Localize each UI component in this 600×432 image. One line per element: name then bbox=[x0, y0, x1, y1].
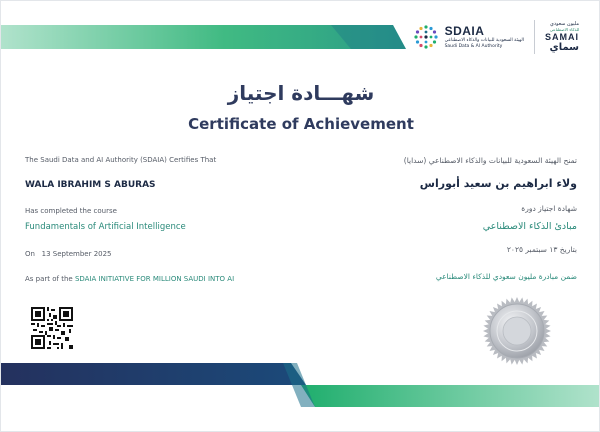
bottom-decorative-band bbox=[1, 361, 600, 407]
completed-text-ar: شهادة اجتياز دورة bbox=[521, 204, 577, 213]
title-arabic: شهـــادة اجتياز bbox=[227, 81, 375, 105]
samai-ar-sub: للذكاء الاصطناعي bbox=[549, 26, 579, 32]
date-ar: بتاريخ ١٣ سبتمبر ٢٠٢٥ bbox=[506, 245, 577, 254]
course-name-en: Fundamentals of Artificial Intelligence bbox=[25, 222, 186, 232]
logo-divider bbox=[534, 20, 535, 54]
initiative-name-en: SDAIA INITIATIVE FOR MILLION SAUDI INTO AI bbox=[74, 275, 235, 283]
recipient-name-ar: ولاء ابراهيم بن سعيد أبوراس bbox=[419, 177, 577, 190]
samai-logo bbox=[545, 22, 579, 53]
seal-icon bbox=[482, 296, 552, 366]
certifies-text-ar: تمنح الهيئة السعودية للبيانات والذكاء الاصطناعي (سدايا) bbox=[403, 156, 577, 165]
samai-en: SAMAI bbox=[545, 31, 579, 42]
sdaia-logo bbox=[413, 24, 524, 50]
samai-ar: سماي bbox=[549, 41, 579, 53]
certifies-text-en: The Saudi Data and AI Authority (SDAIA) Certifies That bbox=[25, 156, 217, 164]
top-decorative-band bbox=[1, 25, 406, 49]
on-label: On bbox=[25, 250, 35, 258]
sdaia-name: SDAIA bbox=[444, 23, 485, 38]
initiative-prefix-en: As part of the bbox=[25, 275, 73, 283]
course-name-ar: مبادئ الذكاء الاصطناعي bbox=[482, 221, 577, 232]
date-line-en bbox=[25, 250, 112, 258]
sdaia-subtitle-en: Saudi Data & AI Authority bbox=[444, 44, 503, 49]
sdaia-logo-icon bbox=[413, 24, 439, 50]
header-logos bbox=[413, 17, 579, 57]
completed-text-en: Has completed the course bbox=[25, 207, 117, 215]
date-en: 13 September 2025 bbox=[41, 250, 112, 258]
qr-code-icon bbox=[31, 307, 73, 349]
initiative-name-ar: ضمن مبادرة مليون سعودي للذكاء الاصطناعي bbox=[435, 272, 577, 281]
recipient-name-en: WALA IBRAHIM S ABURAS bbox=[25, 180, 156, 190]
initiative-line-en bbox=[25, 275, 234, 283]
sdaia-subtitle-ar: الهيئة السعودية للبيانات والذكاء الاصطناعي bbox=[444, 37, 524, 43]
title-english: Certificate of Achievement bbox=[188, 115, 414, 133]
samai-ar-small: مليون سعودي bbox=[549, 20, 579, 27]
